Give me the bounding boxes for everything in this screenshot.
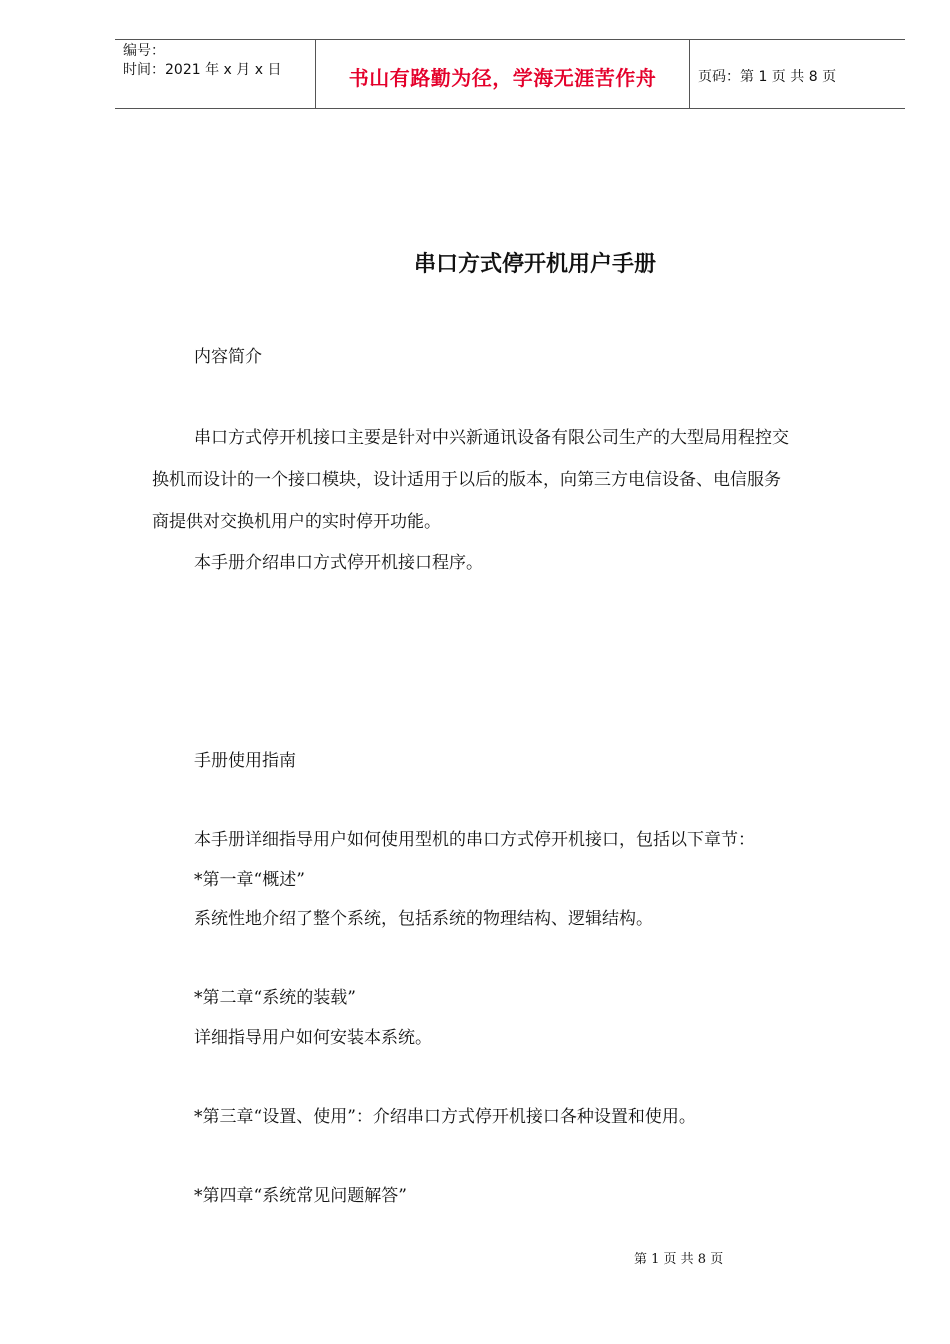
time-label: 时间：2021 年 x 月 x 日	[123, 62, 282, 78]
intro-paragraph-line: 换机而设计的一个接口模块，设计适用于以后的版本，向第三方电信设备、电信服务	[152, 470, 781, 490]
header-motto-cell	[316, 40, 690, 108]
page-footer: 第 1 页 共 8 页	[634, 1252, 724, 1267]
guide-heading: 手册使用指南	[194, 751, 296, 771]
intro-heading: 内容简介	[194, 347, 262, 367]
header-page-cell	[690, 40, 905, 108]
number-label: 编号：	[123, 43, 165, 59]
intro-paragraph-line: 商提供对交换机用户的实时停开功能。	[152, 512, 441, 532]
chapter-1-desc: 系统性地介绍了整个系统，包括系统的物理结构、逻辑结构。	[194, 909, 653, 929]
chapter-1-title: *第一章“概述”	[194, 870, 305, 890]
chapter-4-title: *第四章“系统常见问题解答”	[194, 1186, 407, 1206]
chapter-2-desc: 详细指导用户如何安装本系统。	[194, 1028, 432, 1048]
motto: 书山有路勤为径，学海无涯苦作舟	[348, 66, 657, 90]
chapter-2-title: *第二章“系统的装载”	[194, 988, 356, 1008]
page-header	[115, 39, 905, 109]
header-page-info: 页码：第 1 页 共 8 页	[698, 69, 837, 85]
chapter-3: *第三章“设置、使用”：介绍串口方式停开机接口各种设置和使用。	[194, 1107, 696, 1127]
guide-lead: 本手册详细指导用户如何使用型机的串口方式停开机接口，包括以下章节：	[194, 830, 755, 850]
intro-paragraph-line: 串口方式停开机接口主要是针对中兴新通讯设备有限公司生产的大型局用程控交	[194, 428, 789, 448]
document-title: 串口方式停开机用户手册	[413, 252, 656, 277]
intro-paragraph: 本手册介绍串口方式停开机接口程序。	[194, 553, 483, 573]
header-meta-cell	[115, 40, 316, 108]
